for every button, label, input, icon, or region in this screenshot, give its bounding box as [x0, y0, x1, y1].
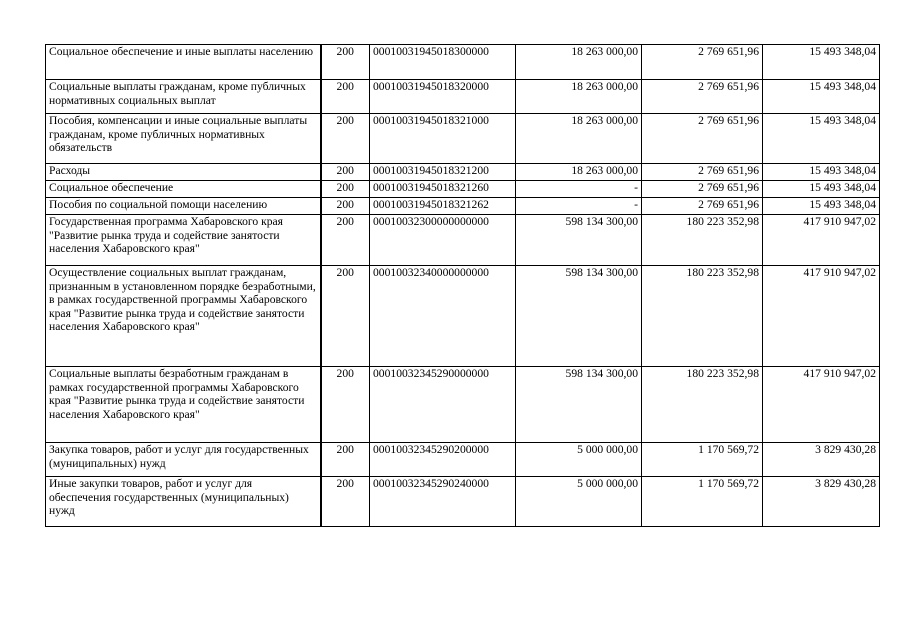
row-approved-cell: - — [516, 181, 642, 198]
row-executed-cell: 2 769 651,96 — [642, 198, 763, 215]
row-approved-cell: 598 134 300,00 — [516, 367, 642, 443]
row-name-cell: Социальные выплаты безработным гражданам в рамках государственной программы Хабаровского края "Развитие рынка труда и содействие занятости населения Хабаровского края" — [46, 367, 321, 443]
row-kbk-cell: 00010032345290200000 — [370, 443, 516, 477]
row-approved-cell: 18 263 000,00 — [516, 45, 642, 80]
row-executed-cell: 1 170 569,72 — [642, 477, 763, 527]
row-remaining-cell: 417 910 947,02 — [763, 215, 880, 266]
row-remaining-cell: 15 493 348,04 — [763, 181, 880, 198]
row-executed-cell: 2 769 651,96 — [642, 45, 763, 80]
row-executed-cell: 2 769 651,96 — [642, 114, 763, 164]
row-executed-cell: 180 223 352,98 — [642, 266, 763, 367]
row-approved-cell: 18 263 000,00 — [516, 80, 642, 114]
row-code-cell: 200 — [321, 181, 370, 198]
row-kbk-cell: 00010032345290000000 — [370, 367, 516, 443]
row-approved-cell: 5 000 000,00 — [516, 443, 642, 477]
row-name-cell: Закупка товаров, работ и услуг для государственных (муниципальных) нужд — [46, 443, 321, 477]
row-remaining-cell: 15 493 348,04 — [763, 164, 880, 181]
row-executed-cell: 1 170 569,72 — [642, 443, 763, 477]
table-row — [46, 198, 880, 215]
row-approved-cell: - — [516, 198, 642, 215]
row-approved-cell: 18 263 000,00 — [516, 164, 642, 181]
table-row — [46, 477, 880, 527]
table-body — [46, 45, 880, 527]
row-kbk-cell: 00010031945018321260 — [370, 181, 516, 198]
row-code-cell: 200 — [321, 80, 370, 114]
table-row — [46, 45, 880, 80]
row-name-cell: Социальные выплаты гражданам, кроме публичных нормативных социальных выплат — [46, 80, 321, 114]
row-code-cell: 200 — [321, 477, 370, 527]
row-kbk-cell: 00010031945018321000 — [370, 114, 516, 164]
row-name-cell: Иные закупки товаров, работ и услуг для обеспечения государственных (муниципальных) нужд — [46, 477, 321, 527]
row-executed-cell: 2 769 651,96 — [642, 164, 763, 181]
table-row — [46, 266, 880, 367]
row-kbk-cell: 00010031945018321200 — [370, 164, 516, 181]
row-code-cell: 200 — [321, 164, 370, 181]
row-kbk-cell: 00010032300000000000 — [370, 215, 516, 266]
row-kbk-cell: 00010032340000000000 — [370, 266, 516, 367]
table-row — [46, 80, 880, 114]
row-remaining-cell: 3 829 430,28 — [763, 477, 880, 527]
row-kbk-cell: 00010031945018320000 — [370, 80, 516, 114]
row-remaining-cell: 15 493 348,04 — [763, 114, 880, 164]
row-code-cell: 200 — [321, 45, 370, 80]
row-code-cell: 200 — [321, 367, 370, 443]
row-remaining-cell: 15 493 348,04 — [763, 80, 880, 114]
row-executed-cell: 180 223 352,98 — [642, 367, 763, 443]
table-row — [46, 215, 880, 266]
budget-report-page — [45, 44, 880, 527]
table-row — [46, 443, 880, 477]
row-code-cell: 200 — [321, 215, 370, 266]
row-name-cell: Социальное обеспечение — [46, 181, 321, 198]
row-remaining-cell: 3 829 430,28 — [763, 443, 880, 477]
row-remaining-cell: 15 493 348,04 — [763, 45, 880, 80]
row-name-cell: Осуществление социальных выплат гражданам, признанным в установленном порядке безработными, в рамках государственной программы Хабаровского края "Развитие рынка труда и содействие занятости населения Хабаровского края" — [46, 266, 321, 367]
row-code-cell: 200 — [321, 114, 370, 164]
row-code-cell: 200 — [321, 266, 370, 367]
row-approved-cell: 598 134 300,00 — [516, 215, 642, 266]
row-name-cell: Расходы — [46, 164, 321, 181]
row-kbk-cell: 00010031945018300000 — [370, 45, 516, 80]
row-name-cell: Пособия по социальной помощи населению — [46, 198, 321, 215]
row-remaining-cell: 417 910 947,02 — [763, 367, 880, 443]
row-remaining-cell: 417 910 947,02 — [763, 266, 880, 367]
table-row — [46, 181, 880, 198]
row-name-cell: Социальное обеспечение и иные выплаты населению — [46, 45, 321, 80]
row-executed-cell: 180 223 352,98 — [642, 215, 763, 266]
row-remaining-cell: 15 493 348,04 — [763, 198, 880, 215]
budget-execution-table — [45, 44, 880, 527]
row-approved-cell: 18 263 000,00 — [516, 114, 642, 164]
row-code-cell: 200 — [321, 198, 370, 215]
row-kbk-cell: 00010032345290240000 — [370, 477, 516, 527]
table-row — [46, 164, 880, 181]
table-row — [46, 367, 880, 443]
row-approved-cell: 5 000 000,00 — [516, 477, 642, 527]
row-name-cell: Государственная программа Хабаровского края "Развитие рынка труда и содействие занятости населения Хабаровского края" — [46, 215, 321, 266]
table-row — [46, 114, 880, 164]
row-approved-cell: 598 134 300,00 — [516, 266, 642, 367]
row-executed-cell: 2 769 651,96 — [642, 80, 763, 114]
row-kbk-cell: 00010031945018321262 — [370, 198, 516, 215]
row-executed-cell: 2 769 651,96 — [642, 181, 763, 198]
row-code-cell: 200 — [321, 443, 370, 477]
row-name-cell: Пособия, компенсации и иные социальные выплаты гражданам, кроме публичных нормативных обязательств — [46, 114, 321, 164]
